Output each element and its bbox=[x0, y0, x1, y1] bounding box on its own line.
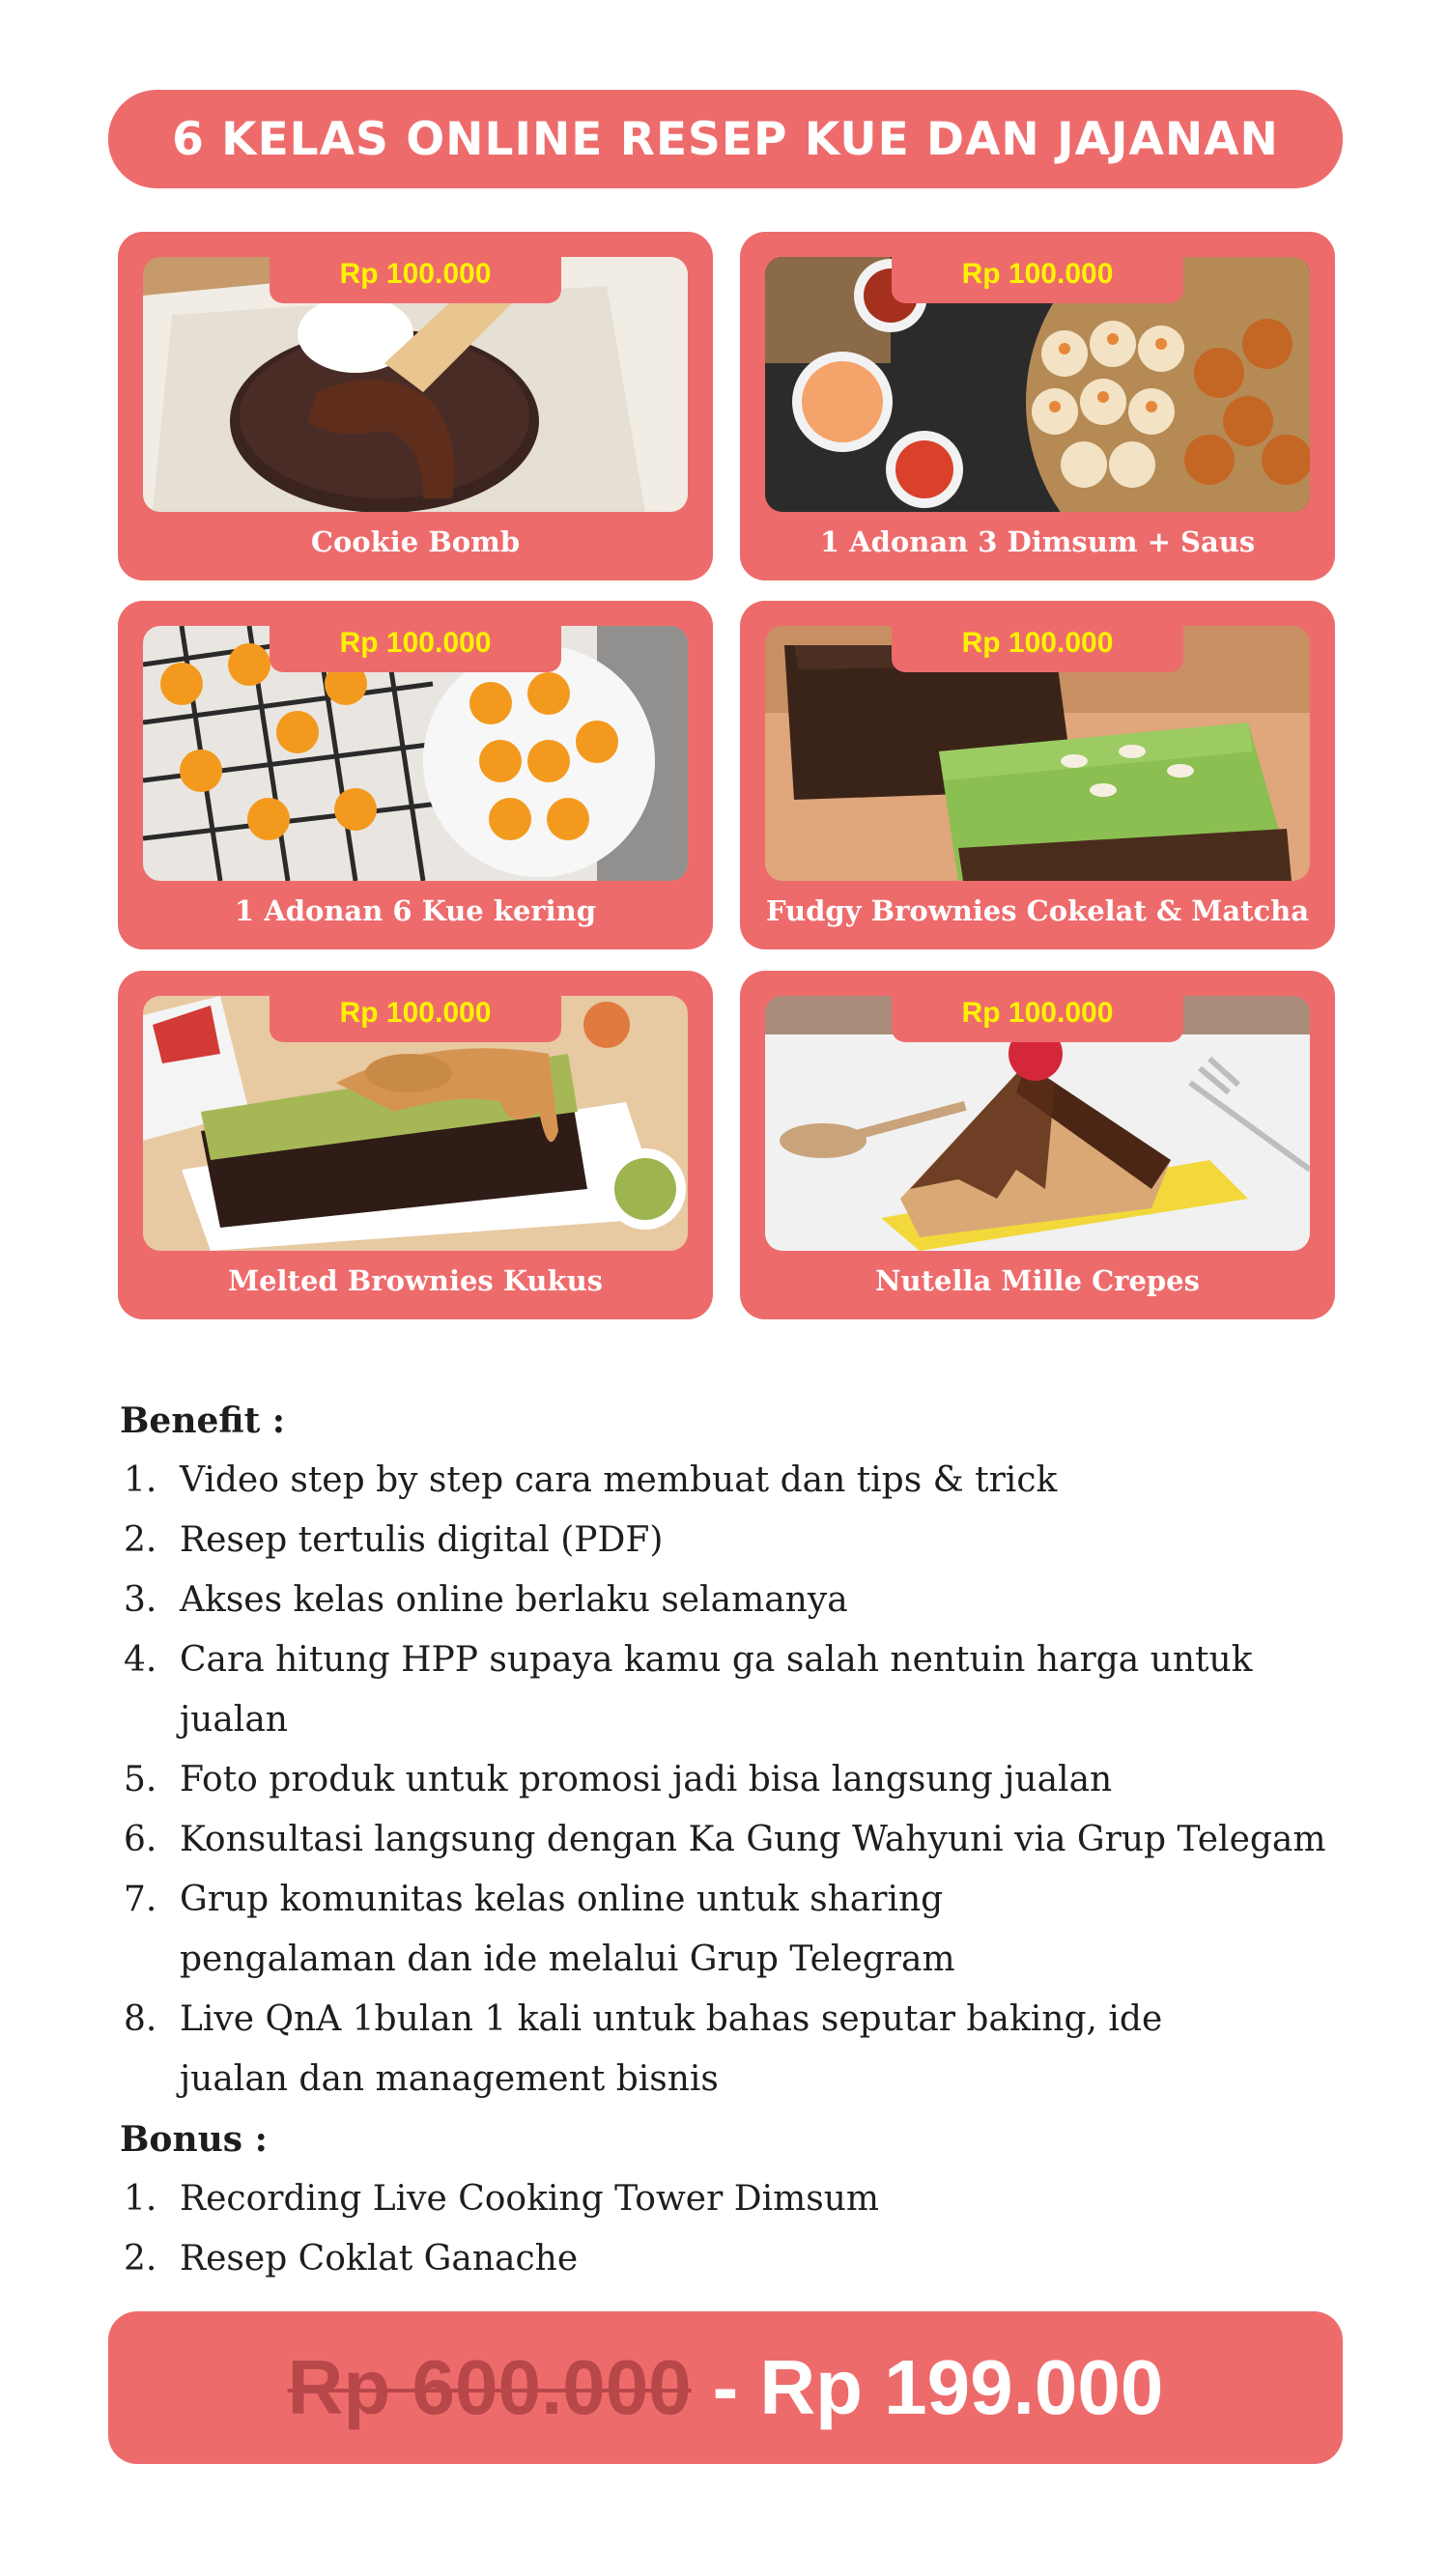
class-card-kue-kering[interactable] bbox=[118, 601, 713, 949]
title-banner bbox=[108, 90, 1343, 188]
list-item: 2. Resep tertulis digital (PDF) bbox=[124, 1520, 664, 1560]
class-name: Melted Brownies Kukus bbox=[227, 1264, 604, 1297]
class-card-fudgy-brownies[interactable] bbox=[740, 601, 1335, 949]
old-price: Rp 600.000 bbox=[287, 2344, 692, 2430]
list-item: 2. Resep Coklat Ganache bbox=[124, 2239, 579, 2279]
list-item: 5. Foto produk untuk promosi jadi bisa langsung jualan bbox=[124, 1760, 1113, 1799]
benefit-list bbox=[120, 1451, 1347, 2109]
class-name: 1 Adonan 3 Dimsum + Saus bbox=[819, 525, 1256, 558]
list-item: 4. Cara hitung HPP supaya kamu ga salah nentuin harga untuk jualan bbox=[124, 1640, 1253, 1740]
price-tag: Rp 100.000 bbox=[270, 984, 561, 1042]
price-banner bbox=[108, 2311, 1343, 2464]
class-card-cookie-bomb[interactable] bbox=[118, 232, 713, 580]
class-name: Nutella Mille Crepes bbox=[875, 1264, 1200, 1297]
price-separator: - bbox=[712, 2344, 739, 2430]
bonus-list bbox=[120, 2169, 1347, 2289]
price-tag: Rp 100.000 bbox=[270, 614, 561, 672]
class-card-dimsum[interactable] bbox=[740, 232, 1335, 580]
class-card-melted-brownies[interactable] bbox=[118, 971, 713, 1319]
benefits-section bbox=[120, 1391, 1347, 2289]
page-title: 6 KELAS ONLINE RESEP KUE DAN JAJANAN bbox=[172, 112, 1279, 166]
price-tag: Rp 100.000 bbox=[892, 245, 1183, 303]
list-item: 1. Video step by step cara membuat dan tips & trick bbox=[124, 1460, 1058, 1500]
new-price: Rp 199.000 bbox=[759, 2344, 1164, 2430]
list-item: 8. Live QnA 1bulan 1 kali untuk bahas seputar baking, ide jualan dan management bisnis bbox=[124, 1999, 1163, 2099]
price-tag: Rp 100.000 bbox=[270, 245, 561, 303]
list-item: 7. Grup komunitas kelas online untuk sharing pengalaman dan ide melalui Grup Telegram bbox=[124, 1880, 955, 1979]
benefit-heading: Benefit : bbox=[120, 1401, 286, 1441]
price-tag: Rp 100.000 bbox=[892, 984, 1183, 1042]
list-item: 6. Konsultasi langsung dengan Ka Gung Wahyuni via Grup Telegam bbox=[124, 1820, 1326, 1859]
price-tag: Rp 100.000 bbox=[892, 614, 1183, 672]
class-name: Fudgy Brownies Cokelat & Matcha bbox=[765, 894, 1310, 927]
list-item: 1. Recording Live Cooking Tower Dimsum bbox=[124, 2179, 880, 2219]
class-card-mille-crepes[interactable] bbox=[740, 971, 1335, 1319]
class-name: 1 Adonan 6 Kue kering bbox=[234, 894, 597, 927]
class-name: Cookie Bomb bbox=[310, 525, 521, 558]
list-item: 3. Akses kelas online berlaku selamanya bbox=[124, 1580, 848, 1620]
bonus-heading: Bonus : bbox=[120, 2119, 268, 2160]
